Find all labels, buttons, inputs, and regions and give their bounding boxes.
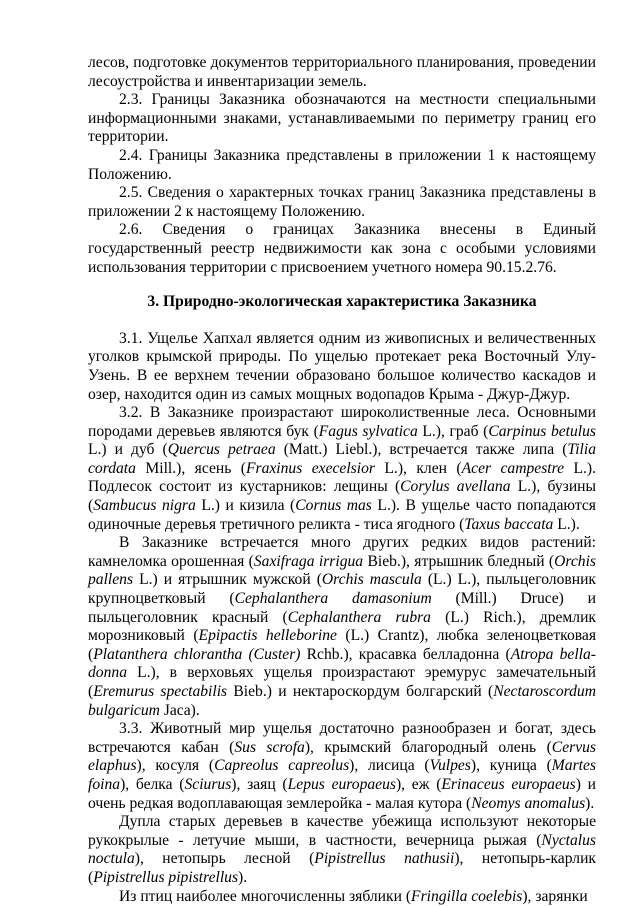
text-column: [88, 54, 596, 906]
latin-name: Saxifraga irrigua: [253, 552, 364, 570]
paragraph-2-6: 2.6. Сведения о границах Заказника внесены в Единый государственный реестр недвижимости как зона с особыми условиями использования территории с присвоением учетного номера 90.15.2.76.: [88, 221, 596, 276]
paragraph-continuation: лесов, подготовке документов территориального планирования, проведении лесоустройства и инвентаризации земель.: [88, 54, 596, 90]
latin-name: Sambucus nigra: [93, 497, 196, 515]
latin-name: Carpinus betulus: [488, 422, 597, 440]
latin-name: Corylus avellana: [400, 478, 511, 496]
latin-name: Platanthera chlorantha (Custer): [93, 645, 301, 663]
latin-name: Orchis mascula: [321, 571, 422, 589]
latin-name: Sciurus: [184, 775, 232, 793]
paragraph-3-3: 3.3. Животный мир ущелья достаточно разнообразен и богат, здесь встречаются кабан (Sus scrofa), крымский благородный олень (Cervus elaphus), косуля (Capreolus capreolus), лисица (Vulpes), куница (Martes foina), белка (Sciurus), заяц (Lepus europaeus), еж (Erinaceus europaeus) и очень редкая водоплавающая землеройка - малая кутора (Neomys anomalus).: [88, 720, 597, 812]
latin-name: Nectaroscordum bulgaricum: [88, 683, 596, 719]
latin-name: Nyctalus noctula: [88, 831, 596, 868]
latin-name: Capreolus capreolus: [214, 757, 350, 775]
latin-name: Martes foina: [88, 757, 596, 793]
latin-name: Eremurus spectabilis: [93, 683, 228, 700]
latin-name: Fagus sylvatica: [318, 422, 418, 440]
latin-name: Atropa bella-donna: [88, 645, 596, 682]
latin-name: Taxus baccata: [464, 515, 554, 533]
section-heading: 3. Природно-экологическая характеристика Заказника: [147, 293, 537, 311]
latin-name: Fringilla coelebis: [411, 887, 523, 905]
paragraph-rare-plants: В Заказнике встречается много других редких видов растений: камнеломка орошенная (Saxifraga irrigua Bieb.), ятрышник бледный (Orchis pallens L.) и ятрышник мужской (Orchis mascula (L.) L.), пыльцеголовник крупноцветковый (Cephalanthera damasonium (Mill.) Druce) и пыльцеголовник красный (Cephalanthera rubra (L.) Rich.), дремлик морозниковый (Epipactis helleborine (L.) Crantz), любка зеленоцветковая (Platanthera chlorantha (Custer) Rchb.), красавка белладонна (Atropa bella-donna L.), в верховьях ущелья произрастают эремурус замечательный (Eremurus spectabilis Bieb.) и нектароскордум болгарский (Nectaroscordum bulgaricum Jaca).: [88, 534, 597, 719]
latin-name: Fraxinus execelsior: [245, 459, 375, 477]
paragraph-bats: Дупла старых деревьев в качестве убежища используют некоторые рукокрылые - летучие мыши, в частности, вечерница рыжая (Nyctalus noctula), нетопырь лесной (Pipistrellus nathusii), нетопырь-карлик (Pipistrellus pipistrellus).: [88, 813, 597, 886]
latin-name: Sus scrofa: [234, 738, 305, 756]
latin-name: Quercus petraea: [167, 441, 276, 459]
latin-name: Epipactis helleborine: [198, 627, 337, 645]
paragraph-2-4: 2.4. Границы Заказника представлены в приложении 1 к настоящему Положению.: [88, 146, 596, 183]
latin-name: Vulpes: [429, 757, 471, 775]
paragraph-3-2: 3.2. В Заказнике произрастают широколиственные леса. Основными породами деревьев являются бук (Fagus sylvatica L.), граб (Carpinus betulus L.) и дуб (Quercus petraea (Matt.) Liebl.), встречается также липа (Tilia cordata Mill.), ясень (Fraxinus execelsior L.), клен (Acer campestre L.). Подлесок состоит из кустарников: лещины (Corylus avellana L.), бузины (Sambucus nigra L.) и кизила (Cornus mas L.). В ущелье часто попадаются одиночные деревья третичного реликта - тиса ягодного (Taxus baccata L.).: [88, 404, 597, 533]
latin-name: Lepus europaeus: [287, 775, 396, 793]
paragraph-2-5: 2.5. Сведения о характерных точках границ Заказника представлены в приложении 2 к настоящему Положению.: [88, 184, 596, 220]
latin-name: Tilia cordata: [88, 441, 596, 477]
latin-name: Cervus elaphus: [88, 738, 596, 775]
latin-name: Acer campestre: [461, 459, 565, 477]
latin-name: Pipistrellus nathusii: [314, 850, 455, 868]
latin-name: Pipistrellus pipistrellus: [93, 868, 239, 886]
latin-name: Orchis pallens: [88, 552, 596, 589]
latin-name: Neomys anomalus: [471, 794, 586, 812]
latin-name: Cornus mas: [295, 497, 372, 515]
latin-name: Cephalanthera rubra: [287, 608, 431, 626]
paragraph-3-1: 3.1. Ущелье Хапхал является одним из живописных и величественных уголков крымской природы. По ущелью протекает река Восточный Улу-Узень. В ее верхнем течении образовано большое количество каскадов и озер, находится один из самых мощных водопадов Крыма - Джур-Джур.: [88, 329, 596, 403]
latin-name: Erinaceus europaeus: [441, 775, 576, 793]
paragraph-birds: Из птиц наиболее многочисленны зяблики (Fringilla coelebis), зарянки: [119, 887, 588, 905]
latin-name: Cephalanthera damasonium: [234, 590, 432, 608]
paragraph-2-3: 2.3. Границы Заказника обозначаются на местности специальными информационными знаками, устанавливаемыми по периметру границ его территории.: [88, 91, 596, 146]
